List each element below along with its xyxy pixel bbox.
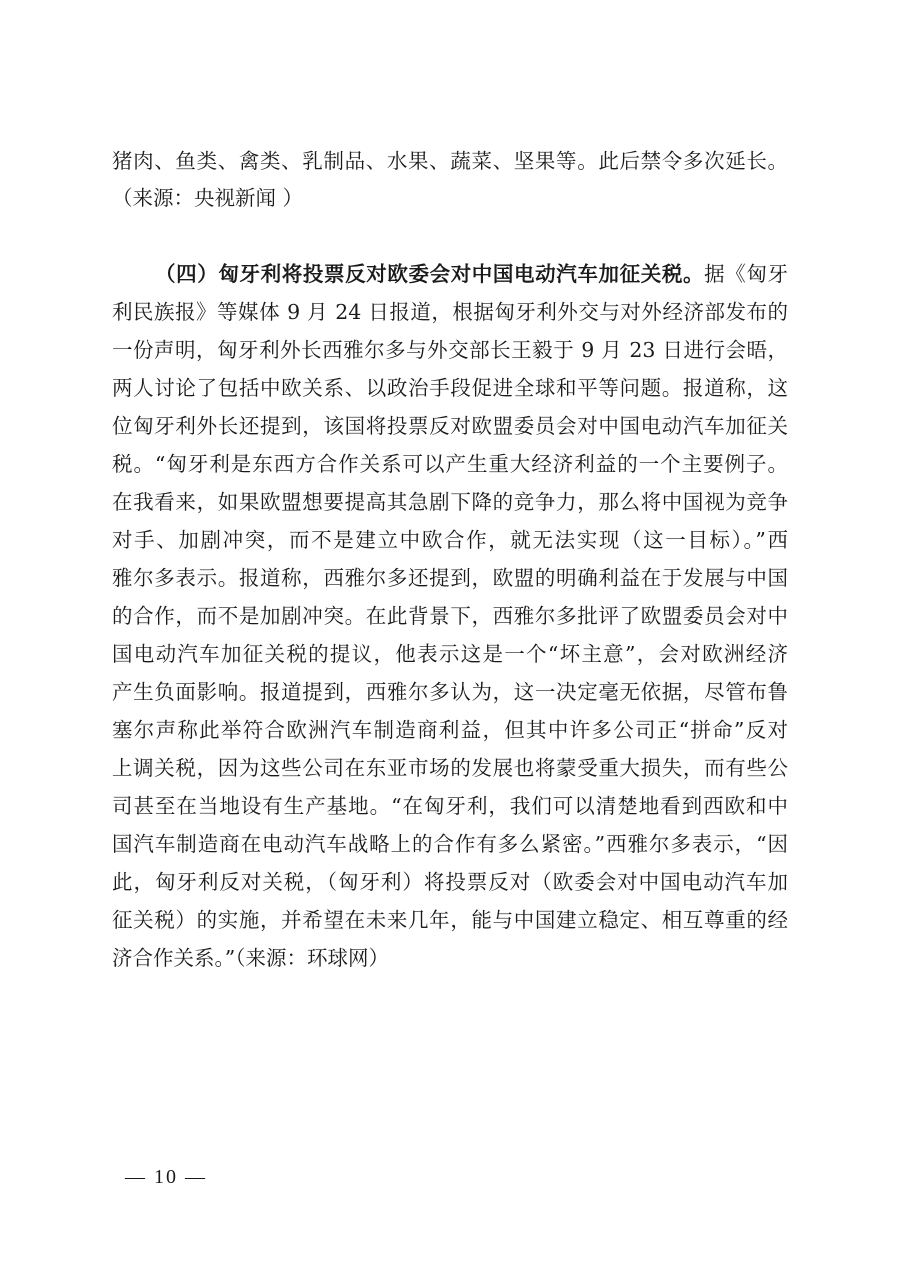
text-line: 的合作，而不是加剧冲突。在此背景下，西雅尔多批评了欧盟委员会对中 — [112, 604, 788, 628]
section-heading: （四）匈牙利将投票反对欧委会对中国电动汽车加征关税。 — [155, 262, 705, 286]
text-run: 据《匈牙 — [704, 262, 789, 286]
text-line: 对手、加剧冲突，而不是建立中欧合作，就无法实现（这一目标）。”西 — [112, 528, 788, 552]
text-line: 位匈牙利外长还提到，该国将投票反对欧盟委员会对中国电动汽车加征关 — [112, 414, 788, 438]
text-line: 税。“匈牙利是东西方合作关系可以产生重大经济利益的一个主要例子。 — [112, 452, 788, 476]
text-line: 雅尔多表示。报道称，西雅尔多还提到，欧盟的明确利益在于发展与中国 — [112, 566, 788, 590]
text-line: 上调关税，因为这些公司在东亚市场的发展也将蒙受重大损失，而有些公 — [112, 756, 788, 780]
text-line: 国汽车制造商在电动汽车战略上的合作有多么紧密。”西雅尔多表示，“因 — [112, 832, 788, 856]
source-note: 济合作关系。”（来源：环球网） — [112, 946, 389, 970]
source-note: （来源：央视新闻 ） — [112, 186, 304, 210]
text-line: 征关税）的实施，并希望在未来几年，能与中国建立稳定、相互尊重的经 — [112, 908, 788, 932]
text-line: 一份声明，匈牙利外长西雅尔多与外交部长王毅于 9 月 23 日进行会晤， — [112, 338, 788, 362]
text-line: 此，匈牙利反对关税，（匈牙利）将投票反对（欧委会对中国电动汽车加 — [112, 870, 788, 894]
text-line: 塞尔声称此举符合欧洲汽车制造商利益，但其中许多公司正“拼命”反对 — [112, 718, 788, 742]
text-line: 猪肉、鱼类、禽类、乳制品、水果、蔬菜、坚果等。此后禁令多次延长。 — [112, 149, 788, 173]
page-number: — 10 — — [125, 1166, 207, 1188]
paragraph-first-line — [155, 256, 788, 292]
text-line: 两人讨论了包括中欧关系、以政治手段促进全球和平等问题。报道称，这 — [112, 376, 788, 400]
text-line: 产生负面影响。报道提到，西雅尔多认为，这一决定毫无依据，尽管布鲁 — [112, 680, 788, 704]
text-line: 利民族报》等媒体 9 月 24 日报道，根据匈牙利外交与对外经济部发布的 — [112, 300, 788, 324]
text-line: 在我看来，如果欧盟想要提高其急剧下降的竞争力，那么将中国视为竞争 — [112, 490, 788, 514]
text-line: 国电动汽车加征关税的提议，他表示这是一个“坏主意”，会对欧洲经济 — [112, 642, 788, 666]
text-line: 司甚至在当地设有生产基地。“在匈牙利，我们可以清楚地看到西欧和中 — [112, 794, 788, 818]
